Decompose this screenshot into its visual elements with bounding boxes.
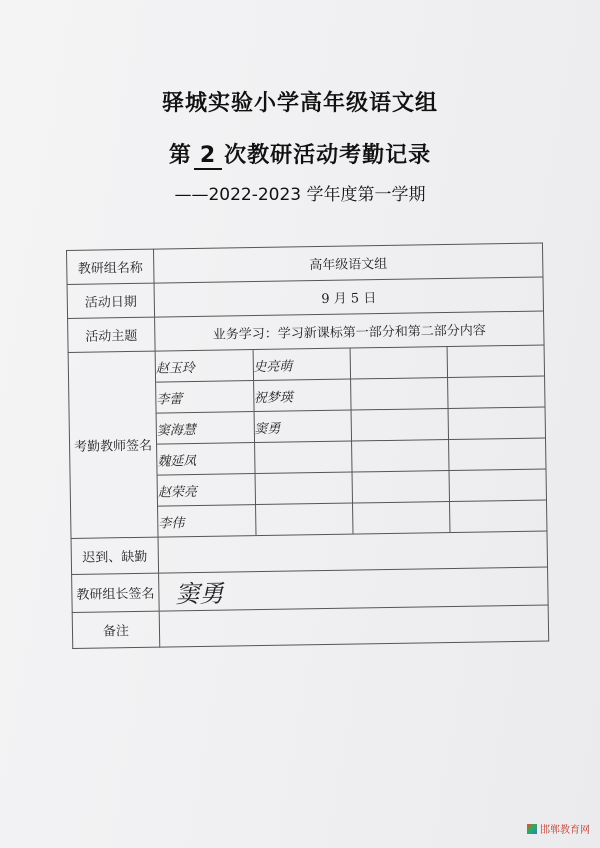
leader-signature: 窦勇 [159,567,549,611]
signature-cell: 史亮萌 [253,349,350,381]
attendance-table [66,243,549,649]
signature-cell [449,469,546,502]
signature-cell [447,376,544,409]
date-value: 9 月 5 日 [154,277,543,317]
record-title-suffix: 次教研活动考勤记录 [224,143,432,168]
signature-cell [448,407,545,440]
signature-cell [351,440,448,473]
late-absent-label: 迟到、缺勤 [71,537,159,574]
table-row-signatures [68,345,547,538]
signature-cell: 窦勇 [254,410,351,443]
signature-area [155,345,547,537]
signature-cell [351,409,448,442]
signature-grid [156,346,547,537]
signature-cell: 李伟 [158,505,255,537]
record-session-number: 2 [194,143,222,170]
signature-cell [449,500,546,532]
topic-label: 活动主题 [68,317,156,352]
date-label: 活动日期 [67,283,155,318]
signature-cell [447,346,544,378]
signature-cell: 祝梦瑛 [253,379,350,412]
signature-cell: 窦海慧 [157,412,254,445]
remark-label: 备注 [72,611,160,648]
topic-value: 业务学习：学习新课标第一部分和第二部分内容 [155,311,544,351]
late-absent-value [158,531,548,573]
signature-cell: 魏延凤 [157,443,254,476]
signature-cell [352,502,449,534]
signature-cell [254,441,351,474]
group-label: 教研组名称 [67,249,155,284]
leader-label: 教研组长签名 [72,573,160,612]
sign-label: 考勤教师签名 [68,351,158,538]
school-title: 驿城实验小学高年级语文组 [161,91,438,116]
remark-value [159,605,549,647]
signature-cell: 赵荣亮 [158,474,255,507]
watermark-logo-icon [527,824,537,834]
table-row-remark [72,605,549,648]
signature-cell [352,471,449,504]
group-value: 高年级语文组 [153,243,542,283]
signature-cell: 赵玉玲 [156,350,253,382]
signature-cell [350,378,447,411]
record-title [0,138,600,170]
signature-cell: 李蕾 [156,381,253,414]
signature-cell [255,503,352,535]
signature-cell [350,347,447,379]
school-year-subtitle: ——2022-2023 学年度第一学期 [174,185,426,205]
watermark-text: 邯郸教育网 [540,825,590,836]
watermark-logo [527,821,590,836]
signature-cell [255,472,352,505]
signature-cell [448,438,545,471]
record-title-prefix: 第 [168,143,192,168]
